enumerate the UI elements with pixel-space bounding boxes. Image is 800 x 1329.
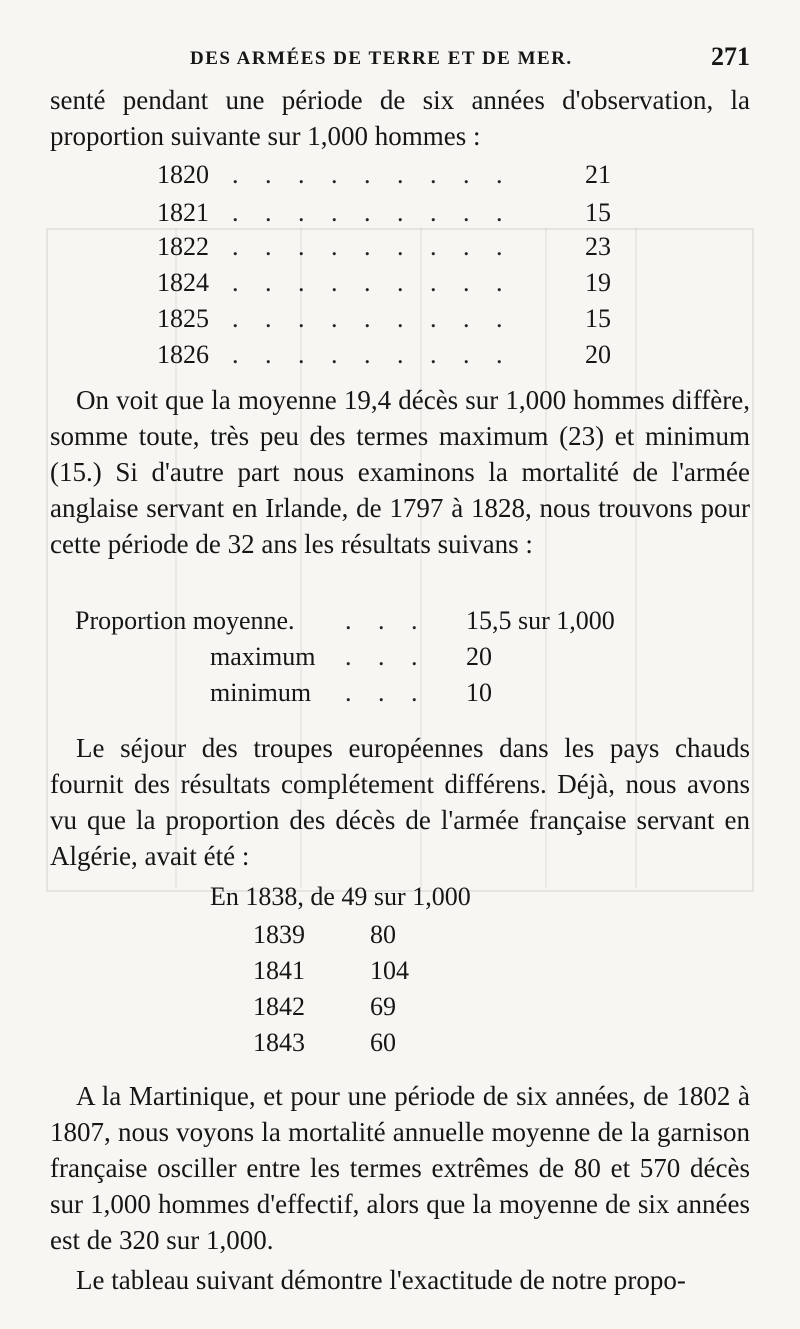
leader-dots: . . . [345, 606, 428, 635]
label-cell: Proportion moyenne. [75, 606, 295, 635]
running-head: DES ARMÉES DE TERRE ET DE MER. [190, 48, 573, 69]
paragraph-three: Le séjour des troupes européennes dans les pays chauds fournit des résultats complétement différens. Déjà, nous avons vu que la proportion des décès de l'armée française servant en Algérie, avait été : [50, 733, 750, 871]
value-cell: 104 [370, 956, 409, 985]
year-cell: 1839 [253, 920, 305, 949]
year-cell: 1825 [157, 304, 209, 333]
value-cell: 23 [585, 232, 611, 261]
year-cell: 1826 [157, 340, 209, 369]
value-cell: 20 [585, 340, 611, 369]
algeria-first-line: En 1838, de 49 sur 1,000 [210, 882, 471, 911]
year-cell: 1843 [253, 1028, 305, 1057]
leader-dots: . . . [345, 678, 428, 707]
value-cell: 20 [466, 642, 492, 671]
year-cell: 1824 [157, 268, 209, 297]
page-number: 271 [711, 42, 750, 71]
value-cell: 19 [585, 268, 611, 297]
page-header [50, 40, 750, 76]
paragraph-two: On voit que la moyenne 19,4 décès sur 1,000 hommes diffère, somme toute, très peu des termes maximum (23) et minimum (15.) Si d'autre part nous examinons la mortalité de l'armée anglaise servant en Irlande, de 1797 à 1828, nous trouvons pour cette période de 32 ans les résultats suivans : [50, 385, 750, 559]
leader-dots: . . . . . . . . . [232, 198, 513, 227]
year-cell: 1820 [157, 160, 209, 189]
leader-dots: . . . [345, 642, 428, 671]
value-cell: 15 [585, 198, 611, 227]
value-cell: 10 [466, 678, 492, 707]
paragraph-four: A la Martinique, et pour une période de six années, de 1802 à 1807, nous voyons la mortalité annuelle moyenne de la garnison française osciller entre les termes extrêmes de 80 et 570 décès sur 1,000 hommes d'effectif, alors que la moyenne de six années est de 320 sur 1,000. [50, 1081, 750, 1255]
leader-dots: . . . . . . . . . [232, 304, 513, 333]
year-cell: 1822 [157, 232, 209, 261]
label-cell: maximum [210, 642, 316, 671]
value-cell: 80 [370, 920, 396, 949]
value-cell: 69 [370, 992, 396, 1021]
value-cell: 60 [370, 1028, 396, 1057]
leader-dots: . . . . . . . . . [232, 232, 513, 261]
year-cell: 1841 [253, 956, 305, 985]
intro-paragraph: senté pendant une période de six années d'observation, la proportion suivante sur 1,000 hommes : [50, 85, 750, 151]
value-cell: 15 [585, 304, 611, 333]
label-cell: minimum [210, 678, 312, 707]
year-cell: 1821 [157, 198, 209, 227]
value-cell: 15,5 sur 1,000 [466, 606, 615, 635]
leader-dots: . . . . . . . . . [232, 340, 513, 369]
year-cell: 1842 [253, 992, 305, 1021]
value-cell: 21 [585, 160, 611, 189]
leader-dots: . . . . . . . . . [232, 268, 513, 297]
paragraph-five: Le tableau suivant démontre l'exactitude de notre propo- [76, 1265, 686, 1295]
leader-dots: . . . . . . . . . [232, 160, 513, 189]
